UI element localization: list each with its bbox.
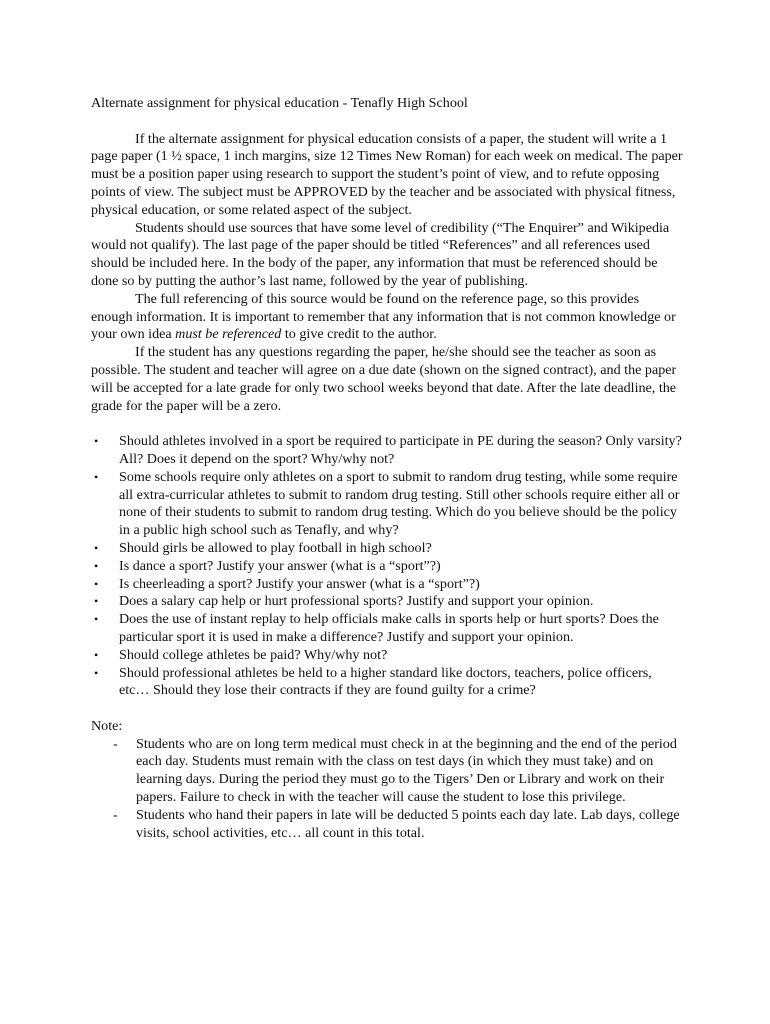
bullet-icon: • [94, 540, 99, 555]
bullet-icon: • [94, 576, 99, 591]
dash-icon: - [113, 735, 118, 752]
question-text: Should professional athletes be held to a higher standard like doctors, teachers, police officers, etc… Should they lose their contracts if they are found guilty for a crime? [119, 664, 652, 699]
paragraph-sources: Students should use sources that have some level of credibility (“The Enquirer” and Wikipedia would not qualify). The last page of the paper should be titled “References” and all references used should be included here. In the body of the paper, any information that must be referenced should be done so by putting the author’s last name, followed by the year of publishing. [91, 219, 670, 289]
bullet-icon: • [94, 594, 99, 609]
question-text: Some schools require only athletes on a sport to submit to random drug testing, while some require all extra-curricular athletes to submit to random drug testing. Still other schools require either all or none of their students to submit to random drug testing. Which do you believe should be the policy in a public high school such as Tenafly, and why? [119, 468, 680, 539]
note-text: Students who are on long term medical must check in at the beginning and the end of the period each day. Students must remain with the class on test days (in which they must take) and on learning days. During the period they must go to the Tigers’ Den or Library and work on their papers. Failure to check in with the teacher will cause the student to lose this privilege. [136, 735, 677, 806]
question-text: Is cheerleading a sport? Justify your answer (what is a “sport”?) [119, 575, 480, 592]
list-item [91, 540, 683, 558]
paragraph-referencing [91, 291, 683, 344]
bullet-icon: • [94, 469, 99, 484]
list-item [91, 576, 683, 594]
question-text: Should athletes involved in a sport be required to participate in PE during the season? Only varsity? All? Does it depend on the sport? Why/why not? [119, 433, 682, 467]
document-title: Alternate assignment for physical education - Tenafly High School [91, 95, 468, 111]
question-text: Does a salary cap help or hurt professional sports? Justify and support your opinion. [119, 593, 594, 610]
paragraph-referencing-text: The full referencing of this source would be found on the reference page, so this provides enough information. It is important to remember that any information that is not common knowledge or your own idea [91, 290, 676, 343]
bullet-icon: • [94, 647, 99, 662]
list-item [91, 469, 683, 540]
list-item [91, 558, 683, 576]
emphasis-must-be-referenced: must be referenced [175, 326, 282, 343]
list-item [91, 665, 683, 701]
paragraph-referencing-end: to give credit to the author. [281, 326, 437, 343]
list-item [91, 807, 683, 843]
list-item [91, 736, 683, 807]
question-text: Does the use of instant replay to help officials make calls in sports help or hurt sports? Does the particular sport it is used in make a difference? Justify and support your opinion. [119, 611, 659, 645]
dash-icon: - [113, 806, 118, 823]
document-page [91, 95, 683, 842]
question-text: Should college athletes be paid? Why/why not? [119, 646, 388, 663]
note-text: Students who hand their papers in late will be deducted 5 points each day late. Lab days, college visits, school activities, etc… all count in this total. [136, 806, 680, 841]
list-item [91, 611, 683, 647]
bullet-icon: • [94, 612, 99, 627]
question-list [91, 433, 683, 700]
list-item [91, 593, 683, 611]
list-item [91, 433, 683, 469]
question-text: Should girls be allowed to play football in high school? [119, 539, 432, 556]
question-text: Is dance a sport? Justify your answer (what is a “sport”?) [119, 557, 441, 574]
note-label: Note: [91, 717, 123, 734]
bullet-icon: • [94, 558, 99, 573]
bullet-icon: • [94, 434, 99, 449]
bullet-icon: • [94, 665, 99, 680]
paragraph-assignment-overview: If the alternate assignment for physical education consists of a paper, the student will write a 1 page paper (1 ½ space, 1 inch margins, size 12 Times New Roman) for each week on medical. The paper must be a position paper using research to support the student’s point of view, and to refute opposing points of view. The subject must be APPROVED by the teacher and be associated with physical fitness, physical education, or some related aspect of the subject. [91, 130, 683, 218]
paragraph-due-date: If the student has any questions regarding the paper, he/she should see the teacher as soon as possible. The student and teacher will agree on a due date (shown on the signed contract), and the paper will be accepted for a late grade for only two school weeks beyond that date. After the late deadline, the grade for the paper will be a zero. [91, 344, 677, 414]
note-list [91, 736, 683, 843]
list-item [91, 647, 683, 665]
